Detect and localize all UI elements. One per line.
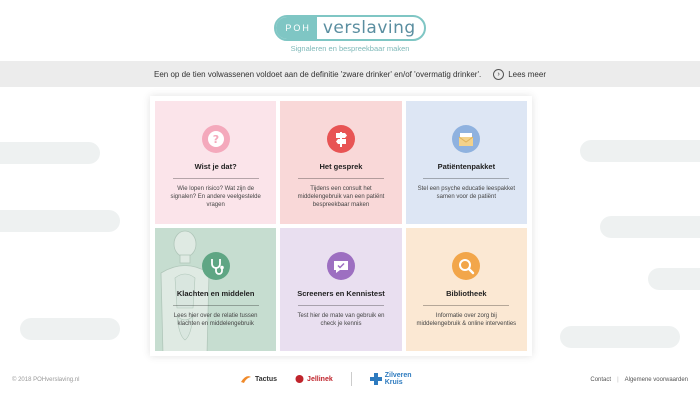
- background-cloud: [20, 318, 120, 340]
- tile-wist-je-dat[interactable]: [155, 101, 276, 224]
- background-cloud: [560, 326, 680, 348]
- background-cloud: [600, 216, 700, 238]
- copyright: © 2018 POHverslaving.nl: [12, 377, 80, 383]
- read-more-label: Lees meer: [508, 69, 546, 79]
- signpost-icon: [327, 125, 355, 153]
- site-header: [0, 15, 700, 53]
- stethoscope-icon: [202, 252, 230, 280]
- magnifier-icon: [452, 252, 480, 280]
- question-icon: [202, 125, 230, 153]
- divider: [173, 178, 259, 179]
- divider: [423, 305, 509, 306]
- tile-klachten-en-middelen[interactable]: [155, 228, 276, 351]
- tile-text: Wie lopen risico? Wat zijn de signalen? En andere veelgestelde vragen: [170, 186, 261, 208]
- footer-links: [590, 377, 688, 383]
- tile-text: Lees hier over de relatie tussen klachten en middelengebruik: [173, 313, 258, 327]
- tile-text: Informatie over zorg bij middelengebruik & online interventies: [416, 313, 517, 327]
- divider: [298, 305, 384, 306]
- partner-tactus-logo[interactable]: Tactus: [240, 374, 277, 384]
- notice-text: Een op de tien volwassenen voldoet aan de definitie 'zware drinker' en/of 'overmatig drinker'.: [154, 69, 482, 79]
- contact-link[interactable]: Contact: [590, 377, 612, 383]
- background-cloud: [580, 140, 700, 162]
- partner-jellinek-logo[interactable]: Jellinek: [295, 374, 333, 384]
- topic-grid: [150, 96, 532, 356]
- read-more-link[interactable]: [493, 69, 546, 80]
- tile-title: Bibliotheek: [446, 289, 487, 298]
- site-footer: [0, 372, 700, 392]
- tile-patientenpakket[interactable]: [406, 101, 527, 224]
- logo-word: verslaving: [322, 18, 416, 38]
- notice-bar: [0, 61, 700, 87]
- divider: [423, 178, 509, 179]
- link-separator: |: [617, 377, 619, 383]
- tile-het-gesprek[interactable]: [280, 101, 401, 224]
- tile-title: Screeners en Kennistest: [297, 289, 385, 298]
- chat-check-icon: [327, 252, 355, 280]
- tile-title: Patiëntenpakket: [437, 162, 496, 171]
- tile-text: Stel een psyche educatie leespakket samen voor de patiënt: [417, 186, 516, 200]
- terms-link[interactable]: Algemene voorwaarden: [624, 377, 688, 383]
- background-cloud: [0, 210, 120, 232]
- tile-title: Klachten en middelen: [176, 289, 255, 298]
- divider: [298, 178, 384, 179]
- svg-text:?: ?: [212, 133, 219, 146]
- tactus-mark-icon: [240, 374, 252, 384]
- partner-divider: [351, 372, 352, 386]
- tile-text: Tijdens een consult het middelengebruik van een patiënt bespreekbaar maken: [297, 186, 385, 208]
- partner-logos: [240, 372, 412, 386]
- background-cloud: [648, 268, 700, 290]
- divider: [173, 305, 259, 306]
- tile-bibliotheek[interactable]: [406, 228, 527, 351]
- envelope-icon: [452, 125, 480, 153]
- logo-prefix: POH: [276, 17, 317, 39]
- tile-title: Wist je dat?: [194, 162, 237, 171]
- tile-text: Test hier de mate van gebruik en check je kennis: [297, 313, 385, 327]
- site-logo[interactable]: [274, 15, 425, 41]
- cross-icon: [370, 373, 382, 385]
- tile-screeners-en-kennistest[interactable]: [280, 228, 401, 351]
- tagline: Signaleren en bespreekbaar maken: [290, 44, 410, 53]
- background-cloud: [0, 142, 100, 164]
- tile-title: Het gesprek: [319, 162, 363, 171]
- partner-zilveren-kruis-logo[interactable]: Zilveren Kruis: [370, 372, 412, 386]
- chevron-right-icon: ›: [493, 69, 504, 80]
- jellinek-mark-icon: [295, 374, 304, 384]
